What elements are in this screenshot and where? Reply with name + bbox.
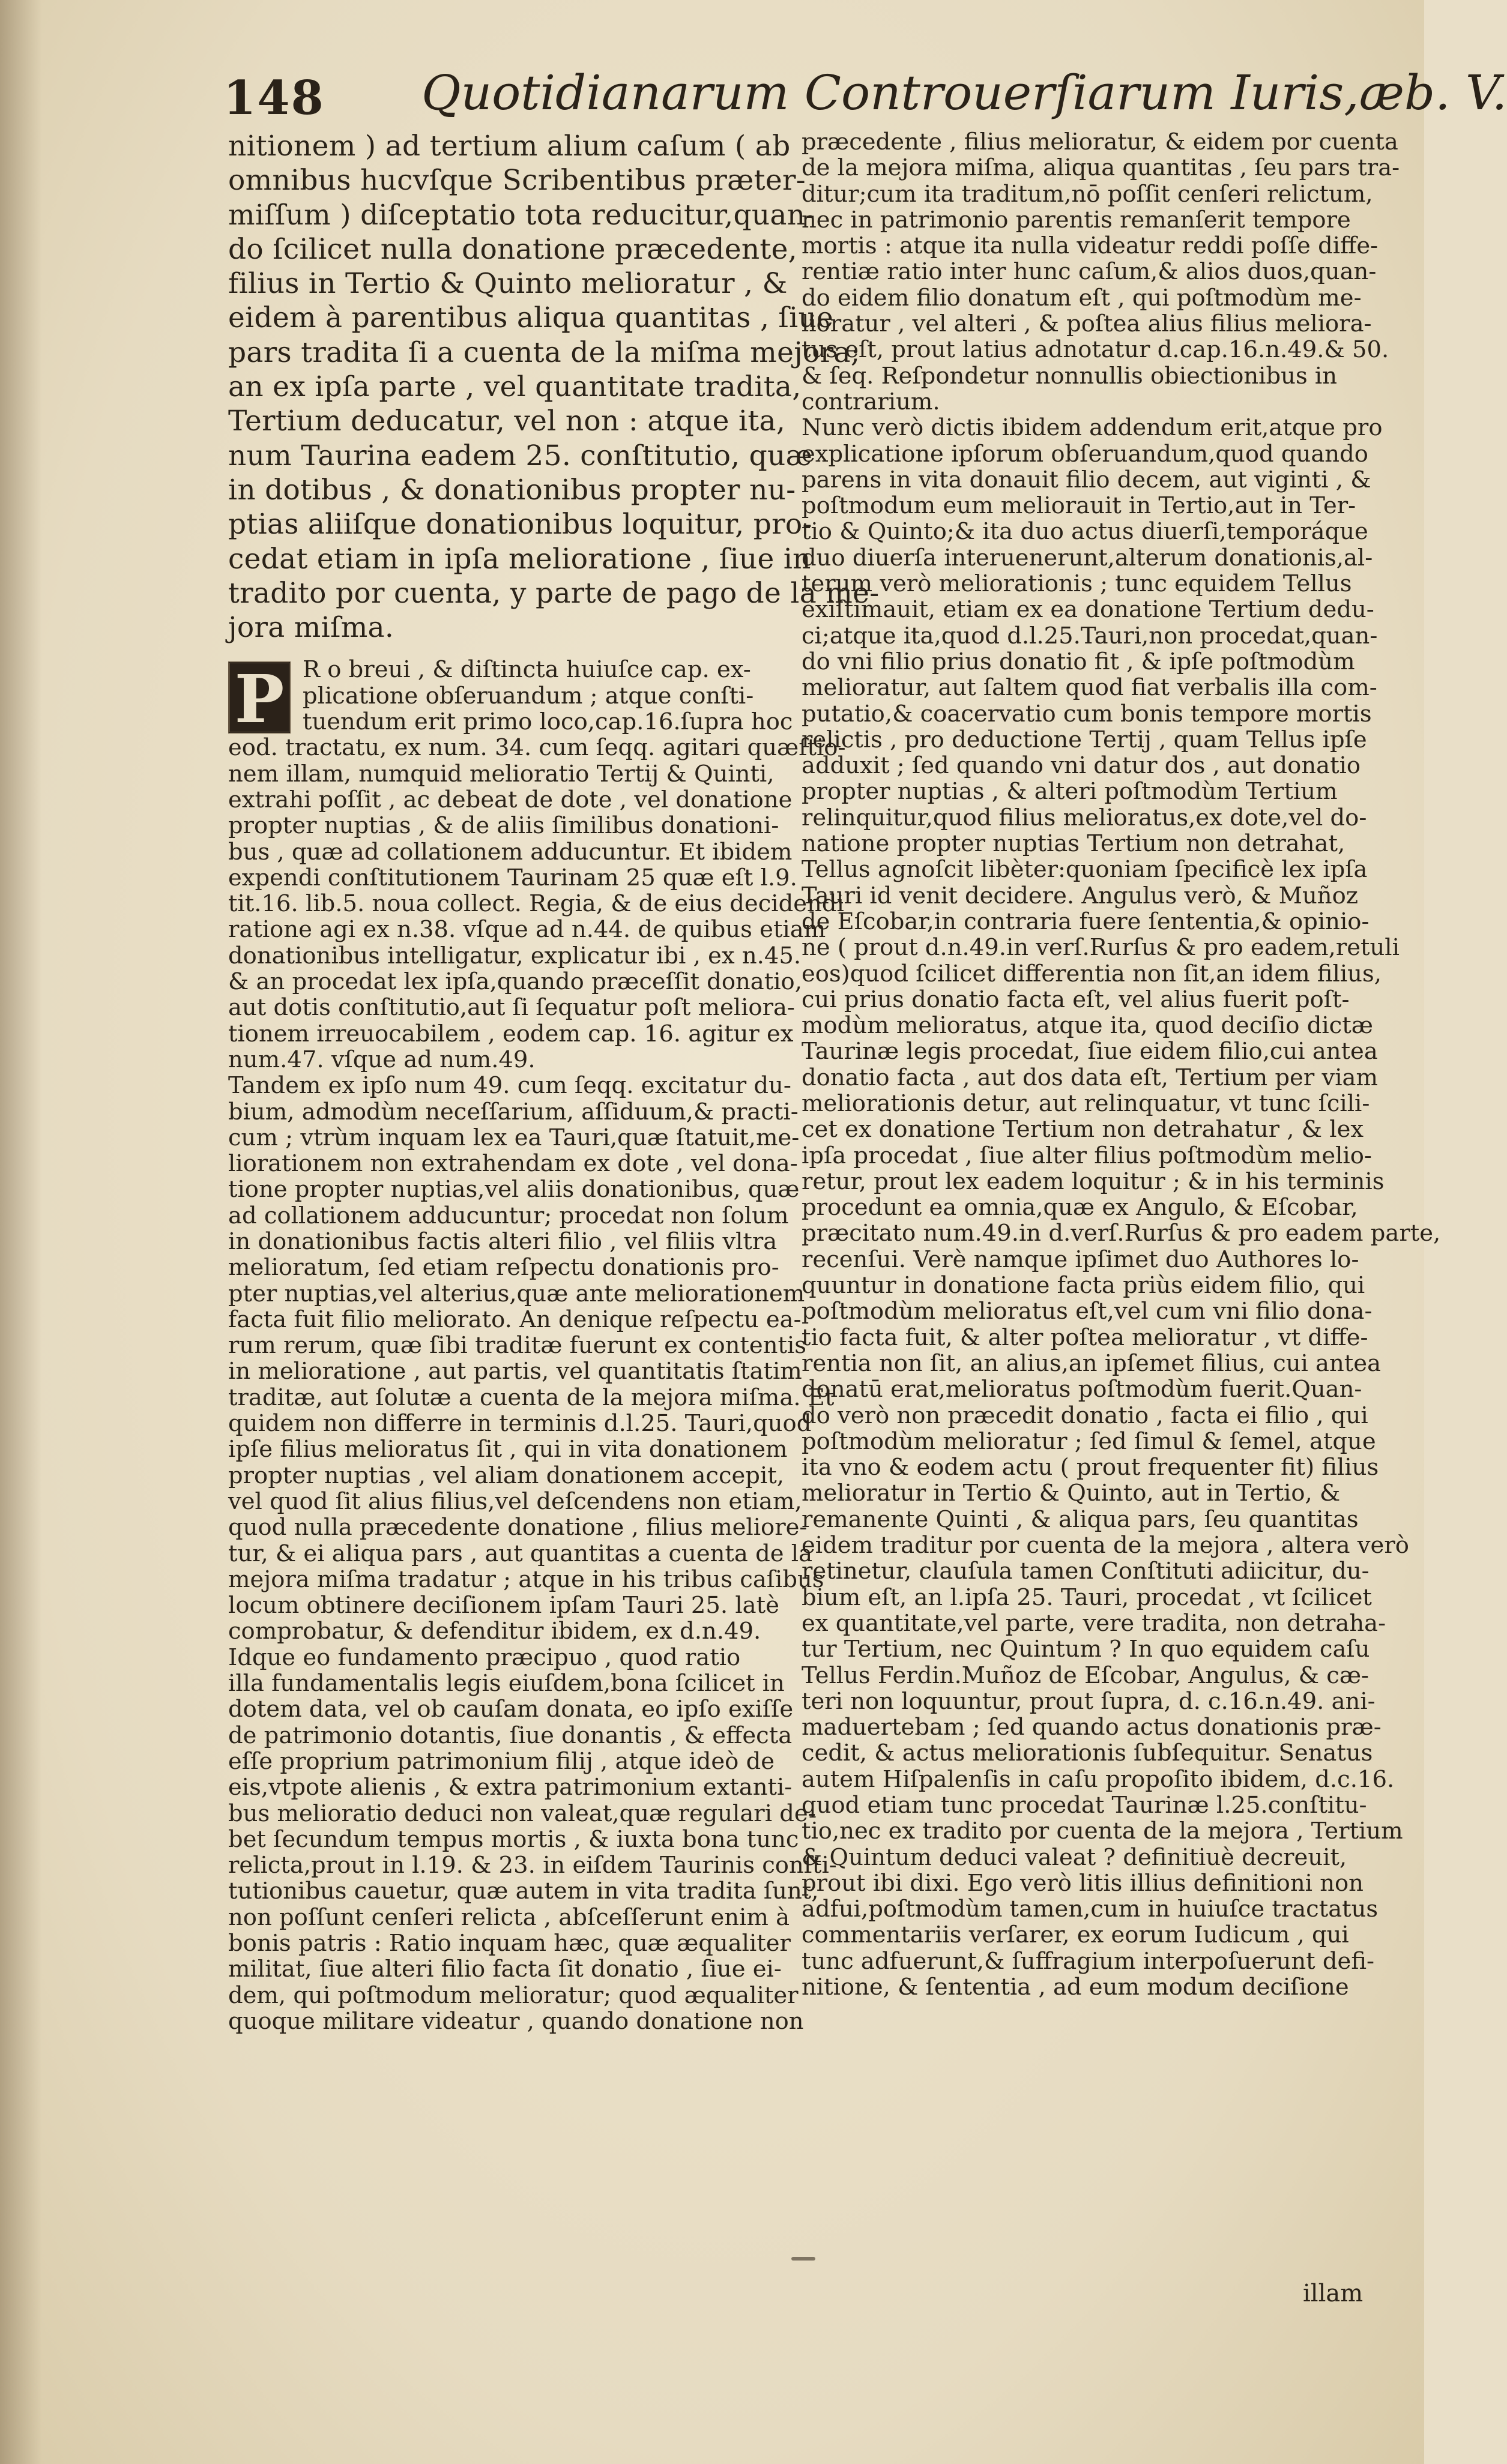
text-line: relictis , pro deductione Tertij , quam Tellus ipſe [802, 726, 1367, 753]
text-line: tus eſt, prout latius adnotatur d.cap.16.n.49.& 50. [802, 336, 1389, 364]
text-line: retur, prout lex eadem loquitur ; & in his terminis [802, 1167, 1385, 1195]
text-line: tit.16. lib.5. noua collect. Regia, & de eius decidendi [228, 890, 844, 918]
text-line: propter nuptias , & de aliis ſimilibus donationi- [228, 812, 779, 840]
text-line: illa fundamentalis legis eiuſdem,bona ſcilicet in [228, 1670, 785, 1697]
text-line: Nunc verò dictis ibidem addendum erit,atque pro [802, 414, 1383, 442]
text-line: ex quantitate,vel parte, vere tradita, non detraha- [802, 1609, 1386, 1637]
right-column [802, 128, 1441, 2001]
text-line: poſtmodùm melioratus eſt,vel cum vni filio dona- [802, 1298, 1373, 1325]
text-line: relinquitur,quod filius melioratus,ex dote,vel do- [802, 804, 1367, 831]
text-line: tunc adfuerunt,& ſuffragium interpoſuerunt defi- [802, 1947, 1375, 1975]
text-line: traditæ, aut ſolutæ a cuenta de la mejora miſma. Et [228, 1384, 835, 1411]
text-line: melioratur, aut ſaltem quod fiat verbalis illa com- [802, 674, 1377, 702]
text-line: tur Tertium, nec Quintum ? In quo equidem caſu [802, 1636, 1370, 1663]
text-line: vel quod ſit alius filius,vel deſcendens non etiam, [228, 1487, 802, 1515]
right-body-text [802, 128, 1441, 2001]
text-line: melioratur in Tertio & Quinto, aut in Tertio, & [802, 1480, 1341, 1507]
text-line: tio facta fuit, & alter poſtea melioratur , vt diffe- [802, 1324, 1368, 1351]
summary-line: eidem à parentibus aliqua quantitas , ſiue [228, 301, 834, 335]
text-line: terum verò meliorationis ; tunc equidem Tellus [802, 570, 1352, 598]
text-line: aut dotis conſtitutio,aut ſi ſequatur poſt meliora- [228, 994, 795, 1022]
text-line: propter nuptias , vel aliam donationem accepit, [228, 1462, 784, 1489]
text-line: rentia non ſit, an alius,an ipſemet filius, cui antea [802, 1349, 1382, 1377]
text-line: modùm melioratus, atque ita, quod deciſio dictæ [802, 1012, 1373, 1040]
dropcap-paragraph [228, 656, 793, 738]
text-line: R o breui , & diſtincta huiuſce cap. ex- [303, 656, 751, 684]
text-line: donatū erat,melioratus poſtmodùm fuerit.Quan- [802, 1376, 1362, 1403]
summary-line: Tertium deducatur, vel non : atque ita, [228, 405, 786, 438]
summary-line: an ex ipſa parte , vel quantitate tradita, [228, 370, 802, 404]
text-line: natione propter nuptias Tertium non detrahat, [802, 830, 1345, 858]
text-line: poſtmodùm melioratur ; ſed ſimul & ſemel, atque [802, 1427, 1376, 1455]
text-line: militat, ſiue alteri filio facta ſit donatio , ſiue ei- [228, 1956, 782, 1983]
text-line: adduxit ; ſed quando vni datur dos , aut donatio [802, 752, 1361, 780]
text-line: donationibus intelligatur, explicatur ibi , ex n.45. [228, 942, 802, 969]
gutter-shadow [0, 0, 42, 2464]
text-line: Idque eo fundamento præcipuo , quod ratio [228, 1643, 741, 1671]
text-line: eos)quod ſcilicet differentia non ſit,an idem filius, [802, 960, 1382, 987]
text-line: tio & Quinto;& ita duo actus diuerſi,temporáque [802, 518, 1368, 546]
page-number: 148 [223, 71, 325, 125]
text-line: explicatione ipſorum obſeruandum,quod quando [802, 440, 1368, 468]
text-line: ad collationem adducuntur; procedat non ſolum [228, 1202, 789, 1229]
text-line: poſtmodum eum meliorauit in Tertio,aut in Ter- [802, 492, 1356, 520]
text-line: ipſa procedat , ſiue alter filius poſtmodùm melio- [802, 1142, 1372, 1169]
text-line: expendi conſtitutionem Taurinam 25 quæ eſt l.9. [228, 864, 797, 891]
text-line: cet ex donatione Tertium non detrahatur , & lex [802, 1116, 1364, 1143]
text-line: quoque militare videatur , quando donatione non [228, 2007, 804, 2035]
text-line: propter nuptias , & alteri poſtmodùm Tertium [802, 778, 1338, 806]
ink-smudge [791, 2257, 815, 2261]
text-line: extrahi poſſit , ac debeat de dote , vel donatione [228, 786, 793, 813]
summary-line: ptias aliiſque donationibus loquitur, pro- [228, 508, 812, 541]
text-line: recenſui. Verè namque ipſimet duo Authores lo- [802, 1246, 1359, 1273]
text-line: maduertebam ; ſed quando actus donationis præ- [802, 1714, 1382, 1741]
text-line: & Quintum deduci valeat ? definitiuè decreuit, [802, 1843, 1347, 1871]
text-line: facta fuit filio meliorato. An denique reſpectu ea- [228, 1306, 802, 1333]
text-line: relicta,prout in l.19. & 23. in eiſdem Taurinis conſti- [228, 1852, 837, 1879]
text-line: nem illam, numquid melioratio Tertij & Quinti, [228, 760, 775, 788]
summary-line: nitionem ) ad tertium alium caſum ( ab [228, 130, 791, 163]
text-line: quuntur in donatione facta priùs eidem filio, qui [802, 1272, 1365, 1300]
summary-line: miſſum ) diſceptatio tota reducitur,quan- [228, 198, 815, 232]
text-line: do verò non præcedit donatio , facta ei filio , qui [802, 1402, 1368, 1429]
text-line: lioratur , vel alteri , & poſtea alius filius meliora- [802, 310, 1372, 338]
text-line: ipſe filius melioratus ſit , qui in vita donationem [228, 1436, 788, 1463]
text-line: retinetur, clauſula tamen Conſtituti adiicitur, du- [802, 1558, 1370, 1585]
text-line: quidem non differre in terminis d.l.25. Tauri,quod [228, 1410, 812, 1438]
running-title: Quotidianarum Controuerſiarum Iuris,æb. V. [421, 65, 1507, 121]
text-line: rum rerum, quæ ſibi traditæ fuerunt ex contentis [228, 1332, 807, 1360]
text-line: do vni filio prius donatio fit , & ipſe poſtmodùm [802, 648, 1355, 675]
text-line: in melioratione , aut partis, vel quantitatis ſtatim [228, 1358, 802, 1385]
text-line: eidem traditur por cuenta de la mejora , altera verò [802, 1532, 1409, 1559]
text-line: dotem data, vel ob cauſam donata, eo ipſo exiſſe [228, 1696, 794, 1723]
text-line: duo diuerſa interuenerunt,alterum donationis,al- [802, 544, 1373, 571]
text-line: quod nulla præcedente donatione , filius meliore- [228, 1514, 808, 1541]
text-line: contrarium. [802, 388, 940, 415]
text-line: cui prius donatio facta eſt, vel alius fuerit poſt- [802, 986, 1350, 1013]
dropcap-initial: P [228, 661, 291, 733]
text-line: parens in vita donauit filio decem, aut viginti , & [802, 466, 1371, 493]
text-line: de Eſcobar,in contraria fuere ſententia,& opinio- [802, 908, 1370, 935]
text-line: Tellus agnoſcit libèter:quoniam ſpecificè lex ipſa [802, 856, 1368, 884]
text-line: in donationibus factis alteri filio , vel filiis vltra [228, 1227, 778, 1255]
text-line: commentariis verſarer, ex eorum Iudicum , qui [802, 1921, 1349, 1949]
text-line: tionem irreuocabilem , eodem cap. 16. agitur ex [228, 1020, 794, 1047]
text-line: ditur;cum ita traditum,nō poſſit cenſeri relictum, [802, 180, 1373, 208]
text-line: eis,vtpote alienis , & extra patrimonium extanti- [228, 1774, 793, 1801]
text-line: num.47. vſque ad num.49. [228, 1046, 536, 1073]
text-line: eſſe proprium patrimonium filij , atque ideò de [228, 1747, 775, 1775]
text-line: de la mejora miſma, aliqua quantitas , ſeu pars tra- [802, 154, 1400, 182]
text-line: Tandem ex ipſo num 49. cum ſeqq. excitatur du- [228, 1072, 791, 1100]
dropcap-lines [228, 656, 793, 736]
text-line: do eidem filio donatum eſt , qui poſtmodùm me- [802, 284, 1362, 312]
text-line: locum obtinere deciſionem ipſam Tauri 25. latè [228, 1592, 779, 1619]
text-line: bus melioratio deduci non valeat,quæ regulari de- [228, 1800, 816, 1827]
summary-line: in dotibus , & donationibus propter nu- [228, 473, 796, 507]
text-line: Tauri id venit decidere. Angulus verò, & Muñoz [802, 882, 1359, 909]
page-header [223, 65, 1507, 131]
text-line: mejora miſma tradatur ; atque in his tribus caſibus [228, 1565, 824, 1593]
text-line: nitione, & ſententia , ad eum modum deciſione [802, 1974, 1349, 2001]
text-line: tur, & ei aliqua pars , aut quantitas a cuenta de la [228, 1540, 813, 1567]
text-line: nec in patrimonio parentis remanſerit tempore [802, 206, 1351, 233]
text-line: donatio facta , aut dos data eſt, Tertium per viam [802, 1064, 1378, 1091]
text-line: cedit, & actus meliorationis ſubſequitur. Senatus [802, 1740, 1373, 1767]
text-line: bium eſt, an l.ipſa 25. Tauri, procedat , vt ſcilicet [802, 1583, 1372, 1611]
text-line: ita vno & eodem actu ( prout frequenter fit) filius [802, 1454, 1379, 1481]
text-line: & an procedat lex ipſa,quando præceſſit donatio, [228, 968, 802, 996]
text-line: pter nuptias,vel alterius,quæ ante meliorationem [228, 1280, 805, 1307]
text-line: teri non loquuntur, prout ſupra, d. c.16.n.49. ani- [802, 1687, 1376, 1715]
text-line: & ſeq. Reſpondetur nonnullis obiectionibus in [802, 362, 1338, 390]
left-body-text [228, 734, 846, 2035]
text-line: Taurinæ legis procedat, ſiue eidem filio,cui antea [802, 1038, 1378, 1065]
text-line: tutionibus cauetur, quæ autem in vita tradita ſunt, [228, 1878, 819, 1905]
summary-line: filius in Tertio & Quinto melioratur , & [228, 267, 788, 301]
text-line: dem, qui poſtmodum melioratur; quod æqualiter [228, 1981, 799, 2009]
text-line: remanente Quinti , & aliqua pars, ſeu quantitas [802, 1505, 1359, 1533]
text-line: cum ; vtrùm inquam lex ea Tauri,quæ ſtatuit,me- [228, 1124, 800, 1151]
text-line: ratione agi ex n.38. vſque ad n.44. de quibus etiam [228, 916, 826, 944]
text-line: non poſſunt cenſeri relicta , abſceſſerunt enim à [228, 1903, 790, 1931]
text-line: bium, admodùm neceſſarium, aſſiduum,& practi- [228, 1098, 799, 1125]
text-line: præcitato num.49.in d.verſ.Rurſus & pro eadem parte, [802, 1220, 1441, 1247]
text-line: putatio,& coacervatio cum bonis tempore mortis [802, 700, 1372, 727]
summary-line: omnibus hucvſque Scribentibus præter- [228, 164, 806, 197]
text-line: autem Hiſpalenſis in caſu propoſito ibidem, d.c.16. [802, 1765, 1395, 1793]
text-line: bus , quæ ad collationem adducuntur. Et ibidem [228, 838, 793, 866]
text-line: adfui,poſtmodùm tamen,cum in huiuſce tractatus [802, 1896, 1379, 1923]
text-line: comprobatur, & defenditur ibidem, ex d.n.49. [228, 1618, 761, 1645]
text-line: meliorationis detur, aut relinquatur, vt tunc ſcili- [802, 1089, 1370, 1117]
text-line: rentiæ ratio inter hunc caſum,& alios duos,quan- [802, 258, 1377, 286]
text-line: bet ſecundum tempus mortis , & iuxta bona tunc [228, 1825, 799, 1853]
text-line: quod etiam tunc procedat Taurinæ l.25.conſtitu- [802, 1792, 1367, 1819]
text-line: ci;atque ita,quod d.l.25.Tauri,non procedat,quan- [802, 622, 1378, 649]
text-line: ne ( prout d.n.49.in verſ.Rurſus & pro eadem,retuli [802, 934, 1400, 962]
text-line: de patrimonio dotantis, ſiue donantis , & effecta [228, 1721, 793, 1749]
text-line: bonis patris : Ratio inquam hæc, quæ æqualiter [228, 1930, 791, 1957]
summary-line: tradito por cuenta, y parte de pago de la me- [228, 576, 880, 610]
catchword: illam [1303, 2280, 1364, 2307]
text-line: procedunt ea omnia,quæ ex Angulo, & Eſcobar, [802, 1194, 1358, 1221]
text-line: tio,nec ex tradito por cuenta de la mejora , Tertium [802, 1818, 1403, 1845]
text-line: exiſtimauit, etiam ex ea donatione Tertium dedu- [802, 596, 1374, 624]
text-line: eod. tractatu, ex num. 34. cum ſeqq. agitari quæſtio- [228, 734, 846, 762]
text-line: Tellus Ferdin.Muñoz de Eſcobar, Angulus, & cæ- [802, 1661, 1370, 1689]
summary-line: jora miſma. [228, 611, 394, 645]
text-line: tione propter nuptias,vel aliis donationibus, quæ [228, 1176, 800, 1203]
text-line: melioratum, ſed etiam reſpectu donationis pro- [228, 1254, 779, 1282]
summary-line: cedat etiam in ipſa melioratione , ſiue in [228, 542, 811, 576]
text-line: liorationem non extrahendam ex dote , vel dona- [228, 1150, 798, 1178]
summary-line: pars tradita ſi a cuenta de la miſma mejora; [228, 336, 860, 369]
summary-line: num Taurina eadem 25. conſtitutio, quæ [228, 439, 813, 472]
summary-line: do ſcilicet nulla donatione præcedente, [228, 232, 797, 266]
text-line: mortis : atque ita nulla videatur reddi poſſe diffe- [802, 232, 1379, 260]
text-line: prout ibi dixi. Ego verò litis illius definitioni non [802, 1869, 1364, 1897]
text-line: tuendum erit primo loco,cap.16.ſupra hoc [303, 708, 793, 736]
text-line: præcedente , filius melioratur, & eidem por cuenta [802, 128, 1398, 155]
text-line: plicatione obſeruandum ; atque conſti- [303, 682, 754, 709]
